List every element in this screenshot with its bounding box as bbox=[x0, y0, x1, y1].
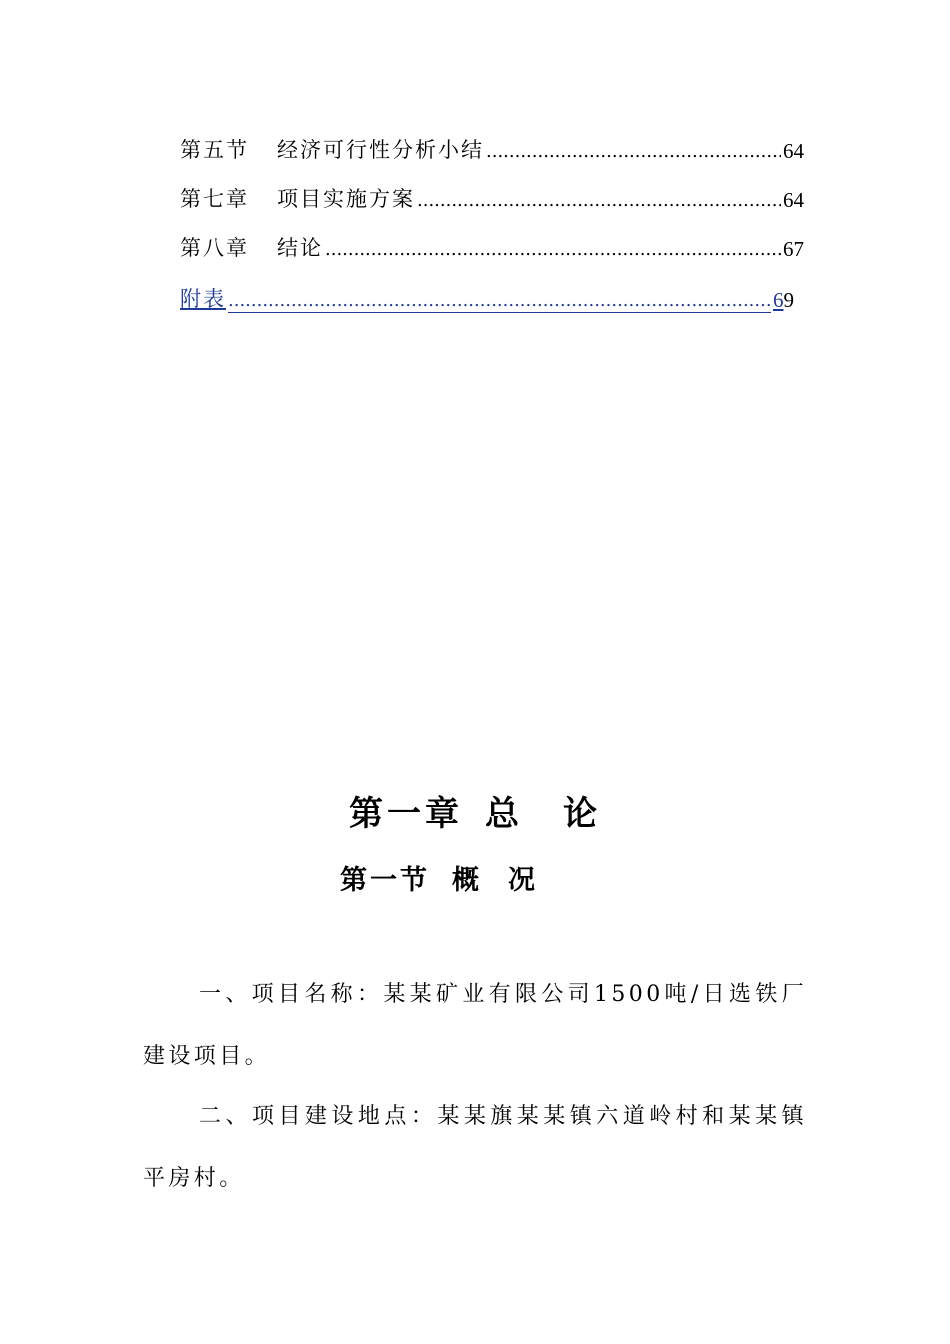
section-number: 第一节 bbox=[340, 865, 430, 896]
paragraph-project-location: 二、项目建设地点：某某旗某某镇六道岭村和某某镇平房村。 bbox=[143, 1104, 807, 1191]
chapter-number: 第一章 bbox=[349, 794, 463, 834]
toc-leader-dots bbox=[417, 192, 781, 213]
toc-leader-dots bbox=[228, 292, 771, 313]
section-title-char: 况 bbox=[508, 865, 538, 896]
chapter-title-char: 总 bbox=[485, 794, 523, 834]
toc-entry-appendix-link[interactable] bbox=[180, 281, 794, 313]
toc-entry-number: 第八章 bbox=[180, 236, 249, 260]
toc-entry-number: 第五节 bbox=[180, 138, 249, 162]
toc-entry-page: 67 bbox=[783, 237, 804, 261]
toc-leader-dots bbox=[486, 143, 781, 164]
toc-entry-page: 64 bbox=[783, 188, 804, 212]
toc-leader-dots bbox=[325, 241, 781, 262]
paragraph-project-name: 一、项目名称：某某矿业有限公司1500吨/日选铁厂建设项目。 bbox=[143, 982, 807, 1069]
toc-page-digit: 9 bbox=[783, 288, 794, 312]
toc-entry[interactable] bbox=[180, 181, 804, 213]
toc-entry-title: 结论 bbox=[277, 236, 323, 260]
toc-entry-page[interactable] bbox=[773, 288, 794, 313]
toc-entry[interactable] bbox=[180, 230, 804, 262]
chapter-heading bbox=[0, 786, 950, 835]
toc-entry-title: 项目实施方案 bbox=[277, 187, 415, 211]
chapter-title-char: 论 bbox=[563, 794, 601, 834]
toc-entry-title[interactable]: 附表 bbox=[180, 287, 226, 311]
toc-page-linked-digit[interactable]: 6 bbox=[773, 288, 784, 312]
toc-entry-number: 第七章 bbox=[180, 187, 249, 211]
toc-entry-title: 经济可行性分析小结 bbox=[277, 138, 484, 162]
section-heading bbox=[0, 858, 878, 897]
section-title-char: 概 bbox=[452, 865, 482, 896]
toc-entry-page: 64 bbox=[783, 139, 804, 163]
toc-entry[interactable] bbox=[180, 132, 804, 164]
